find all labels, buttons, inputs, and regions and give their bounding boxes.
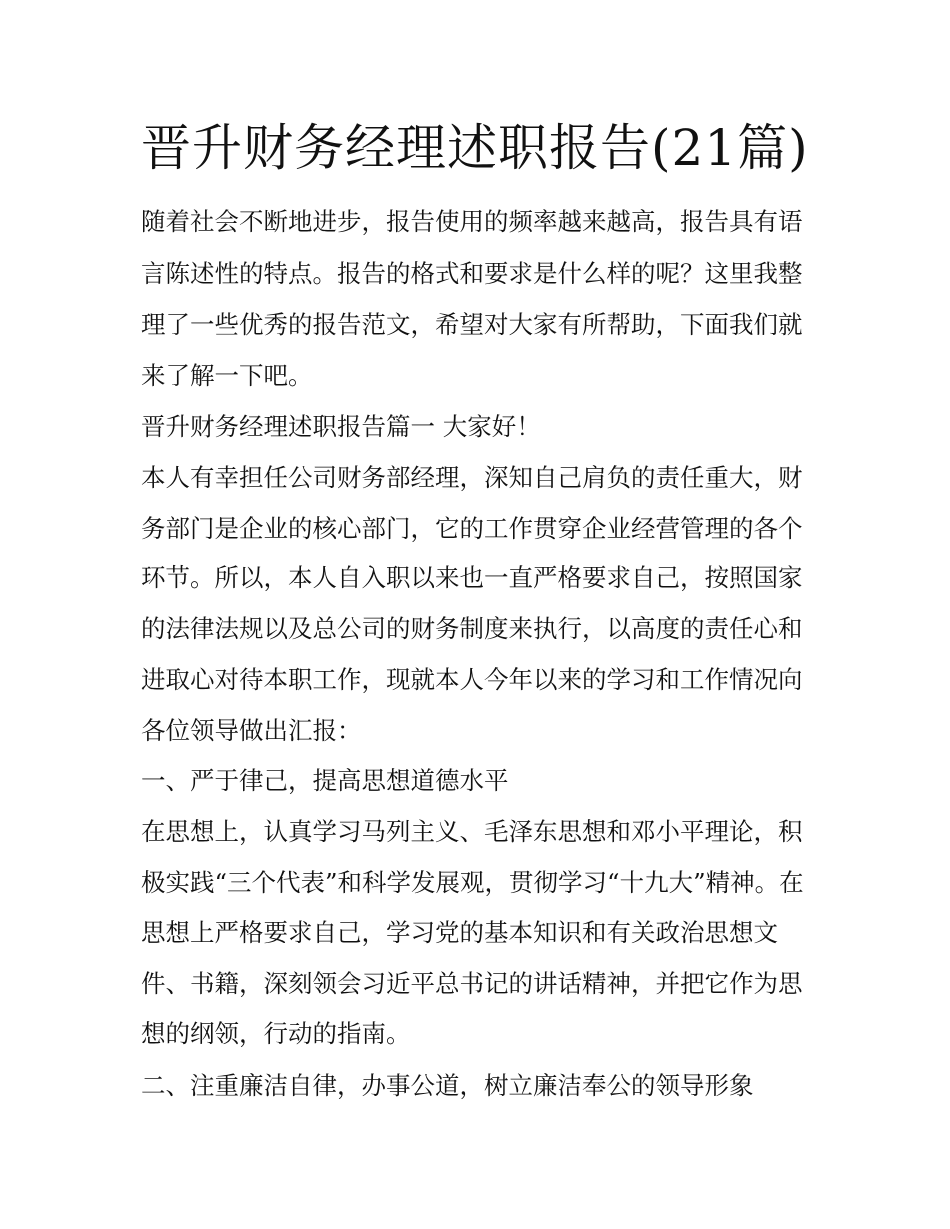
text-line: 随着社会不断地进步，报告使用的频率越来越高，报告具有语: [141, 207, 803, 236]
text-line: 各位领导做出汇报：: [141, 716, 362, 745]
text-line: 二、注重廉洁自律，办事公道，树立廉洁奉公的领导形象: [141, 1071, 754, 1100]
text-line: 晋升财务经理述职报告篇一 大家好！: [141, 412, 541, 441]
text-line: 思想上严格要求自己，学习党的基本知识和有关政治思想文: [141, 918, 778, 947]
document-title: 晋升财务经理述职报告(21篇): [141, 119, 809, 177]
text-line: 来了解一下吧。: [141, 361, 313, 390]
text-line: 极实践“三个代表”和科学发展观，贯彻学习“十九大”精神。在: [141, 868, 804, 897]
text-line: 务部门是企业的核心部门，它的工作贯穿企业经营管理的各个: [141, 514, 803, 543]
text-line: 想的纲领，行动的指南。: [141, 1019, 411, 1048]
text-line: 理了一些优秀的报告范文，希望对大家有所帮助，下面我们就: [141, 310, 803, 339]
text-line: 进取心对待本职工作，现就本人今年以来的学习和工作情况向: [141, 665, 803, 694]
text-line: 环节。所以，本人自入职以来也一直严格要求自己，按照国家: [141, 563, 803, 592]
text-line: 在思想上，认真学习马列主义、毛泽东思想和邓小平理论，积: [141, 817, 803, 846]
text-line: 的法律法规以及总公司的财务制度来执行，以高度的责任心和: [141, 614, 803, 643]
text-line: 本人有幸担任公司财务部经理，深知自己肩负的责任重大，财: [141, 463, 803, 492]
text-line: 言陈述性的特点。报告的格式和要求是什么样的呢？这里我整: [141, 259, 803, 288]
text-line: 件、书籍，深刻领会习近平总书记的讲话精神，并把它作为思: [141, 969, 803, 998]
text-line: 一、严于律己，提高思想道德水平: [141, 766, 509, 795]
